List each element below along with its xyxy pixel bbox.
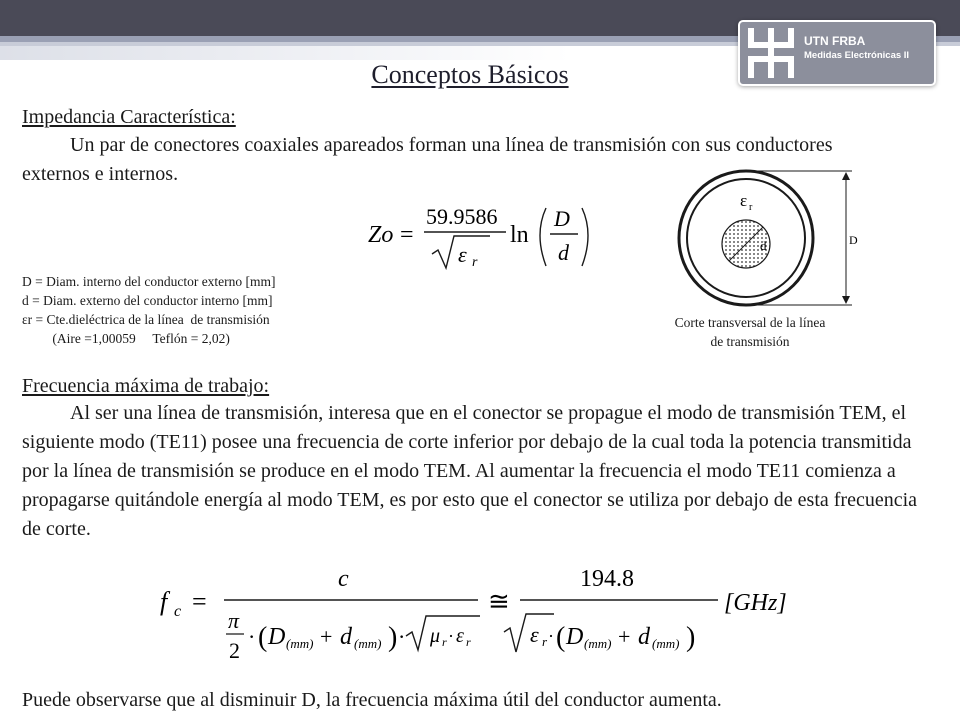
formula-epsilon: ε: [458, 242, 467, 267]
impedance-formula: [366, 198, 596, 272]
formula-d: d: [340, 624, 352, 650]
title-underline-shade: [0, 46, 570, 60]
impedance-heading: Impedancia Característica:: [22, 106, 236, 128]
paren-open: (: [556, 622, 566, 653]
paren-close: ): [686, 622, 696, 653]
variable-definition: (Aire =1,00059 Teflón = 2,02): [22, 331, 230, 346]
inner-diameter-label: d: [760, 238, 767, 253]
frequency-heading: Frecuencia máxima de trabajo:: [22, 375, 270, 397]
formula-approx: ≅: [488, 587, 510, 616]
formula-mu: μ: [430, 625, 441, 647]
cutoff-frequency-formula: [158, 562, 788, 666]
variable-definition: D = Diam. interno del conductor externo [mm]: [22, 274, 276, 289]
figure-caption: [640, 313, 860, 351]
formula-mm: (mm): [354, 636, 382, 651]
formula-f: f: [160, 587, 168, 616]
paren-left: [540, 208, 546, 266]
formula-eps-sub: r: [466, 635, 471, 649]
formula-dot: ·: [398, 624, 406, 649]
formula-D: D: [554, 206, 570, 231]
logo-subtitle: Medidas Electrónicas II: [804, 50, 910, 61]
formula-plus: +: [320, 624, 333, 649]
arrow-head-top: [842, 172, 850, 180]
coax-cross-section: [676, 168, 858, 308]
formula-lhs: Zo: [368, 222, 394, 248]
paren-right: [582, 208, 588, 266]
formula-mm: (mm): [584, 636, 612, 651]
caption-line: Corte transversal de la línea: [674, 315, 826, 330]
formula-eps-sub: r: [542, 634, 548, 649]
paren-open: (: [258, 622, 268, 653]
formula-mu-sub: r: [442, 635, 447, 649]
frequency-text: [22, 399, 922, 544]
formula-d: d: [638, 624, 650, 650]
formula-dot: ·: [248, 624, 256, 649]
formula-eps: ε: [530, 622, 539, 647]
variable-definitions: [22, 272, 276, 348]
formula-mm: (mm): [652, 636, 680, 651]
formula-numerator: 59.9586: [426, 204, 498, 229]
slide-title: Conceptos Básicos: [371, 60, 569, 89]
formula-plus: +: [618, 624, 631, 649]
formula-eps: ε: [456, 625, 464, 647]
formula-f-sub: c: [174, 603, 182, 620]
logo-title: UTN FRBA: [804, 34, 866, 48]
formula-ln: ln: [510, 222, 529, 248]
variable-definition: d = Diam. externo del conductor interno [mm]: [22, 293, 273, 308]
paren-close: ): [388, 622, 398, 653]
formula-epsilon-sub: r: [472, 255, 478, 270]
epsilon-label: ε: [740, 191, 748, 210]
formula-194: 194.8: [580, 566, 634, 592]
formula-two: 2: [229, 638, 240, 663]
formula-equals: =: [400, 222, 414, 248]
arrow-head-bottom: [842, 296, 850, 304]
formula-equals: =: [192, 587, 207, 616]
formula-D: D: [268, 624, 286, 650]
variable-definition: εr = Cte.dieléctrica de la línea de transmisión: [22, 312, 270, 327]
formula-D: D: [566, 624, 584, 650]
frequency-text-body: Al ser una línea de transmisión, interesa que en el conector se propague el modo de transmisión TEM, el siguiente modo (TE11) posee una frecuencia de corte inferior por debajo de la cual toda la potencia transmitida por la línea de transmisión se produce en el modo TEM. Al aumentar la frecuencia el modo TE11 comienza a propagarse quitándole energía al modo TEM, es por esto que el conector se utiliza por debajo de esta frecuencia de corte.: [22, 402, 918, 540]
formula-pi: π: [228, 608, 240, 633]
formula-unit: [GHz]: [724, 590, 787, 616]
impedance-text-body: Un par de conectores coaxiales apareados forman una línea de transmisión con sus conductores externos e internos.: [22, 134, 833, 185]
epsilon-label-sub: r: [749, 202, 753, 213]
conclusion-text: Puede observarse que al disminuir D, la frecuencia máxima útil del conductor aumenta.: [22, 689, 722, 711]
formula-dot: ·: [448, 626, 454, 646]
caption-line: de transmisión: [710, 334, 790, 349]
formula-c: c: [338, 566, 349, 592]
formula-dot: ·: [548, 626, 554, 646]
formula-d: d: [558, 240, 569, 265]
outer-diameter-label: D: [849, 233, 858, 247]
formula-mm: (mm): [286, 636, 314, 651]
